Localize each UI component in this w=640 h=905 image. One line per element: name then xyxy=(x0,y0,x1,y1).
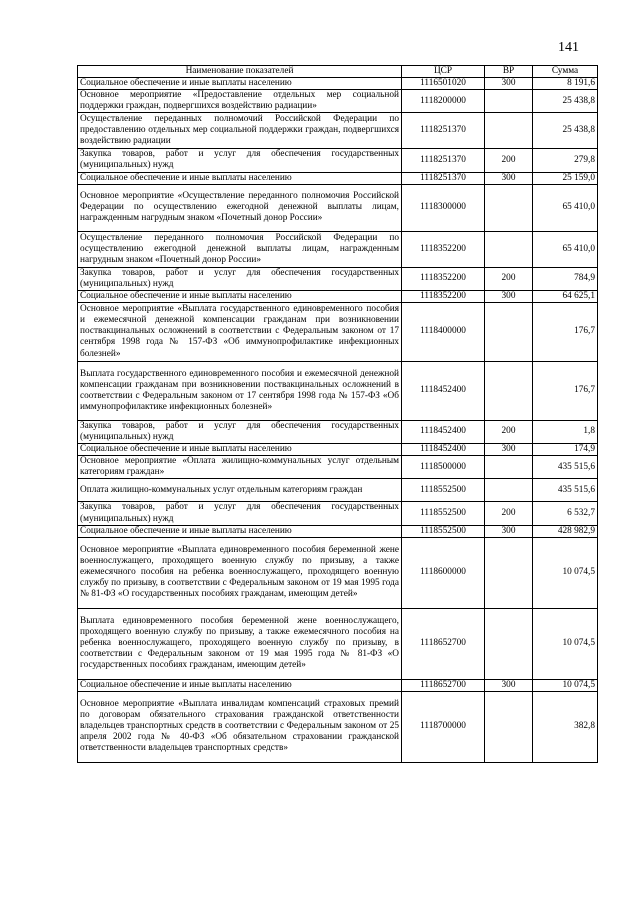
row-sum: 176,7 xyxy=(533,361,598,420)
row-name: Основное мероприятие «Оплата жилищно-коммунальных услуг отдельным категориям граждан» xyxy=(78,456,402,479)
table-row xyxy=(78,184,598,231)
row-csr: 1118652700 xyxy=(402,608,485,679)
row-csr: 1118352200 xyxy=(402,267,485,290)
table-row xyxy=(78,302,598,361)
row-name: Выплата единовременного пособия беременной жене военнослужащего, проходящего военную службу по призыву, а также ежемесячного пособия на ребенка военнослужащего, проходящего военную службу по призыву, в соответствии с Федеральным законом от 19 мая 1995 года № 81-ФЗ «О государственных пособиях гражданам, имеющим детей» xyxy=(78,608,402,679)
row-vr xyxy=(485,113,533,149)
header-name: Наименование показателей xyxy=(78,66,402,78)
row-name: Осуществление переданного полномочия Российской Федерации по осуществлению ежегодной денежной выплаты лицам, награжденным нагрудным знаком «Почетный донор России» xyxy=(78,231,402,267)
row-vr: 300 xyxy=(485,679,533,691)
row-sum: 64 625,1 xyxy=(533,290,598,302)
row-vr xyxy=(485,302,533,361)
table-row xyxy=(78,691,598,762)
row-csr: 1118452400 xyxy=(402,444,485,456)
row-csr: 1118251370 xyxy=(402,113,485,149)
row-name: Выплата государственного единовременного пособия и ежемесячной денежной компенсации гражданам при возникновении поствакцинальных осложнений в соответствии с Федеральным законом от 17 сентября 1998 года № 157-ФЗ «Об иммунопрофилактике инфекционных болезней» xyxy=(78,361,402,420)
row-sum: 6 532,7 xyxy=(533,502,598,525)
row-vr: 300 xyxy=(485,78,533,90)
row-sum: 1,8 xyxy=(533,420,598,443)
row-sum: 8 191,6 xyxy=(533,78,598,90)
header-csr: ЦСР xyxy=(402,66,485,78)
row-vr xyxy=(485,361,533,420)
table-row xyxy=(78,420,598,443)
row-csr: 1118552500 xyxy=(402,525,485,537)
row-csr: 1116501020 xyxy=(402,78,485,90)
table-row xyxy=(78,444,598,456)
row-vr: 200 xyxy=(485,420,533,443)
row-csr: 1118251370 xyxy=(402,172,485,184)
row-vr: 300 xyxy=(485,525,533,537)
row-name: Социальное обеспечение и иные выплаты населению xyxy=(78,290,402,302)
row-name: Осуществление переданных полномочий Российской Федерации по предоставлению отдельных мер социальной поддержки граждан, подвергшихся воздействию радиации xyxy=(78,113,402,149)
row-csr: 1118400000 xyxy=(402,302,485,361)
row-name: Социальное обеспечение и иные выплаты населению xyxy=(78,444,402,456)
row-csr: 1118552500 xyxy=(402,502,485,525)
row-csr: 1118700000 xyxy=(402,691,485,762)
row-vr xyxy=(485,537,533,608)
row-name: Основное мероприятие «Выплата государственного единовременного пособия и ежемесячной денежной компенсации гражданам при возникновении поствакцинальных осложнений в соответствии с Федеральным законом от 17 сентября 1998 года № 157-ФЗ «Об иммунопрофилактике инфекционных болезней» xyxy=(78,302,402,361)
row-csr: 1118500000 xyxy=(402,456,485,479)
row-csr: 1118600000 xyxy=(402,537,485,608)
row-csr: 1118652700 xyxy=(402,679,485,691)
header-sum: Сумма xyxy=(533,66,598,78)
row-vr: 300 xyxy=(485,444,533,456)
table-row xyxy=(78,90,598,113)
table-header-row xyxy=(78,66,598,78)
row-vr xyxy=(485,456,533,479)
row-sum: 176,7 xyxy=(533,302,598,361)
row-sum: 25 438,8 xyxy=(533,113,598,149)
row-sum: 428 982,9 xyxy=(533,525,598,537)
row-name: Социальное обеспечение и иные выплаты населению xyxy=(78,679,402,691)
page-number: 141 xyxy=(558,40,579,55)
row-vr: 200 xyxy=(485,502,533,525)
row-name: Закупка товаров, работ и услуг для обеспечения государственных (муниципальных) нужд xyxy=(78,420,402,443)
row-sum: 10 074,5 xyxy=(533,608,598,679)
row-sum: 435 515,6 xyxy=(533,456,598,479)
row-csr: 1118352200 xyxy=(402,290,485,302)
row-vr: 300 xyxy=(485,290,533,302)
table-row xyxy=(78,231,598,267)
row-name: Закупка товаров, работ и услуг для обеспечения государственных (муниципальных) нужд xyxy=(78,149,402,172)
table-row xyxy=(78,525,598,537)
row-csr: 1118251370 xyxy=(402,149,485,172)
row-vr: 200 xyxy=(485,267,533,290)
row-name: Социальное обеспечение и иные выплаты населению xyxy=(78,525,402,537)
row-csr: 1118200000 xyxy=(402,90,485,113)
table-row xyxy=(78,537,598,608)
row-name: Социальное обеспечение и иные выплаты населению xyxy=(78,78,402,90)
row-name: Оплата жилищно-коммунальных услуг отдельным категориям граждан xyxy=(78,479,402,502)
table-row xyxy=(78,113,598,149)
row-vr xyxy=(485,691,533,762)
row-name: Закупка товаров, работ и услуг для обеспечения государственных (муниципальных) нужд xyxy=(78,502,402,525)
row-sum: 25 159,0 xyxy=(533,172,598,184)
table-row xyxy=(78,290,598,302)
row-sum: 435 515,6 xyxy=(533,479,598,502)
row-sum: 784,9 xyxy=(533,267,598,290)
row-csr: 1118300000 xyxy=(402,184,485,231)
row-vr xyxy=(485,90,533,113)
table-row xyxy=(78,608,598,679)
table-row xyxy=(78,679,598,691)
row-csr: 1118452400 xyxy=(402,420,485,443)
row-sum: 10 074,5 xyxy=(533,537,598,608)
row-vr xyxy=(485,479,533,502)
row-sum: 382,8 xyxy=(533,691,598,762)
row-name: Основное мероприятие «Выплата единовременного пособия беременной жене военнослужащего, проходящего военную службу по призыву, а также ежемесячного пособия на ребенка военнослужащего, проходящего военную службу по призыву, в соответствии с Федеральным законом от 19 мая 1995 года № 81-ФЗ «О государственных пособиях гражданам, имеющим детей» xyxy=(78,537,402,608)
row-sum: 65 410,0 xyxy=(533,231,598,267)
row-name: Основное мероприятие «Предоставление отдельных мер социальной поддержки граждан, подвергшихся воздействию радиации» xyxy=(78,90,402,113)
table-row xyxy=(78,502,598,525)
row-csr: 1118352200 xyxy=(402,231,485,267)
row-csr: 1118552500 xyxy=(402,479,485,502)
row-vr: 200 xyxy=(485,149,533,172)
row-sum: 279,8 xyxy=(533,149,598,172)
row-csr: 1118452400 xyxy=(402,361,485,420)
row-sum: 25 438,8 xyxy=(533,90,598,113)
row-vr xyxy=(485,184,533,231)
table-row xyxy=(78,172,598,184)
budget-table xyxy=(77,65,598,763)
table-row xyxy=(78,149,598,172)
row-sum: 10 074,5 xyxy=(533,679,598,691)
row-sum: 174,9 xyxy=(533,444,598,456)
table-row xyxy=(78,456,598,479)
row-vr xyxy=(485,231,533,267)
header-vr: ВР xyxy=(485,66,533,78)
row-name: Основное мероприятие «Выплата инвалидам компенсаций страховых премий по договорам обязательного страхования гражданской ответственности владельцев транспортных средств в соответствии с Федеральным законом от 25 апреля 2002 года № 40-ФЗ «Об обязательном страховании гражданской ответственности владельцев транспортных средств» xyxy=(78,691,402,762)
table-row xyxy=(78,78,598,90)
row-name: Социальное обеспечение и иные выплаты населению xyxy=(78,172,402,184)
table-row xyxy=(78,479,598,502)
row-sum: 65 410,0 xyxy=(533,184,598,231)
row-name: Закупка товаров, работ и услуг для обеспечения государственных (муниципальных) нужд xyxy=(78,267,402,290)
row-vr xyxy=(485,608,533,679)
table-row xyxy=(78,267,598,290)
row-vr: 300 xyxy=(485,172,533,184)
row-name: Основное мероприятие «Осуществление переданного полномочия Российской Федерации по осуществлению ежегодной денежной выплаты лицам, награжденным нагрудным знаком «Почетный донор России» xyxy=(78,184,402,231)
table-row xyxy=(78,361,598,420)
